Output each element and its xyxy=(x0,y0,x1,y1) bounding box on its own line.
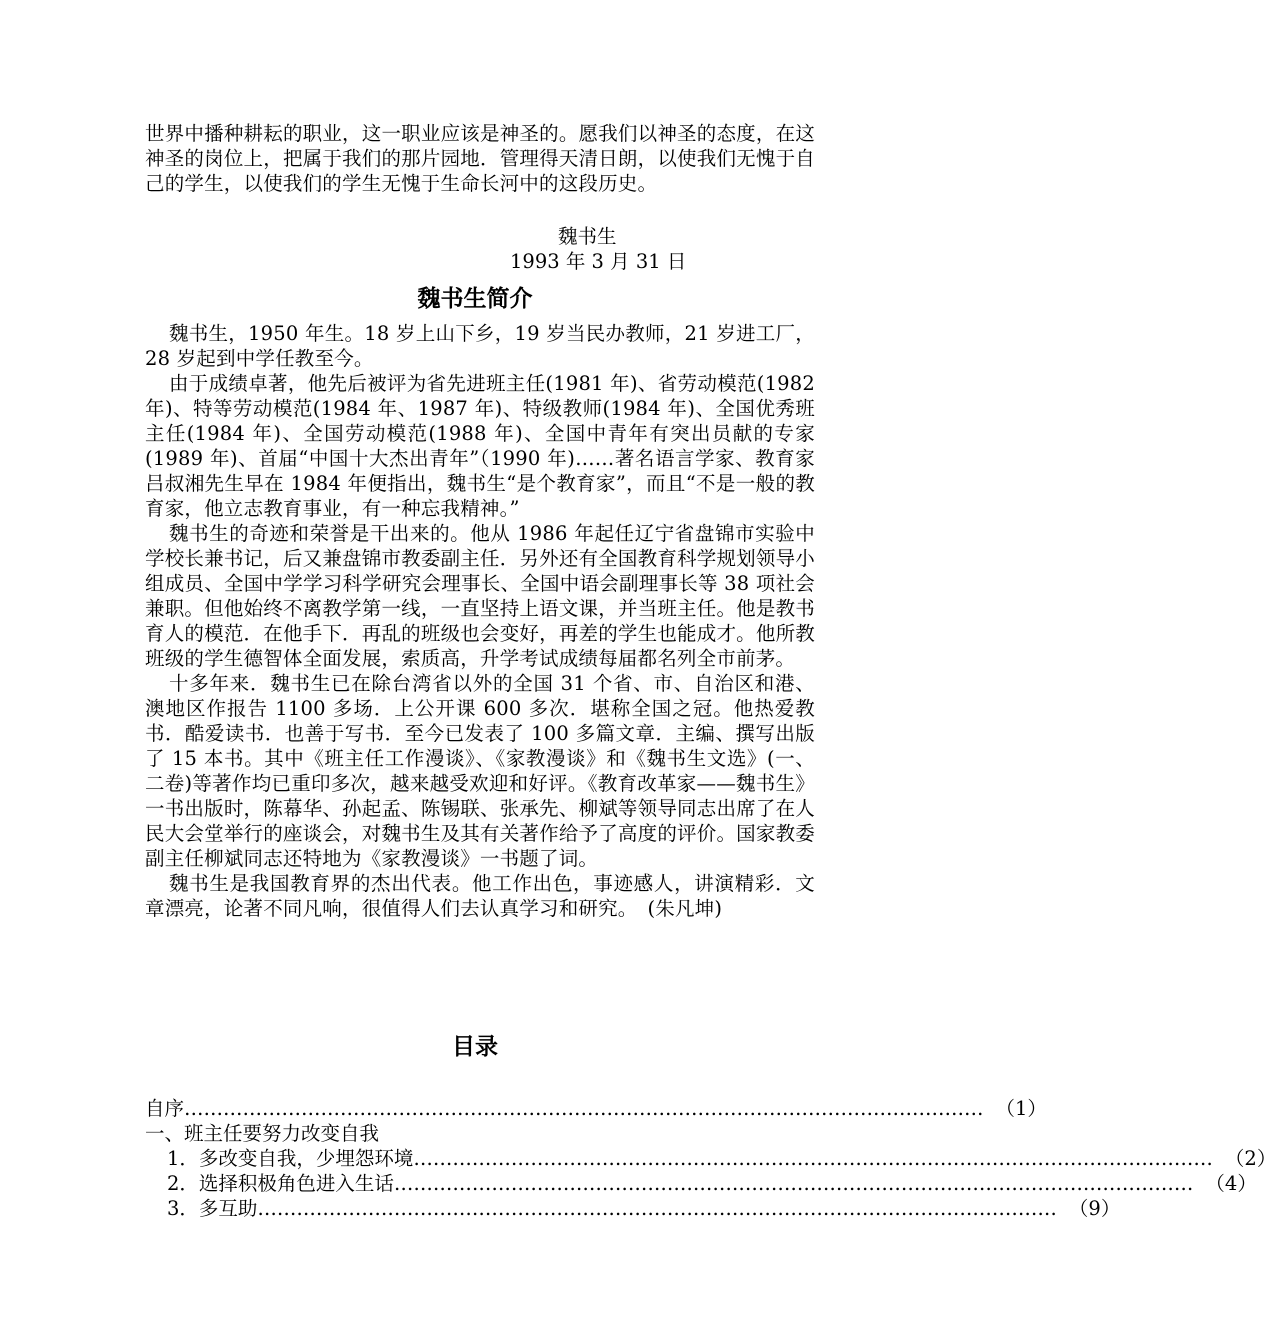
toc-entry-page: （9） xyxy=(1068,1197,1121,1220)
bio-title: 魏书生简介 xyxy=(417,286,533,312)
toc-entry-label: 自序 xyxy=(145,1097,185,1120)
toc-leader-dots: …………………………………………………………………………………………………………… xyxy=(393,1172,1194,1195)
bio-paragraph: 魏书生，1950 年生。18 岁上山下乡，19 岁当民办教师，21 岁进工厂，28 岁起到中学任教至今。 xyxy=(145,322,815,370)
toc-leader-dots: …………………………………………………………………………………………………………… xyxy=(413,1147,1213,1170)
toc-entry-label: 2．选择积极角色进入生话 xyxy=(167,1172,394,1195)
bio-paragraph: 十多年来．魏书生已在除台湾省以外的全国 31 个省、市、自治区和港、澳地区作报告 1100 多场．上公开课 600 多次．堪称全国之冠。他热爱教书．酷爱读书．也善于写书．至今已发表了 100 多篇文章．主编、撰写出版了 15 本书。其中《班主任工作漫谈》、《家教漫谈》和《魏书生文选》(一、二卷)等著作均已重印多次，越来越受欢迎和好评。《教育改革家——魏书生》一书出版时，陈幕华、孙起孟、陈锡联、张承先、柳斌等领导同志出席了在人民大会堂举行的座谈会，对魏书生及其有关著作给予了高度的评价。国家教委副主任柳斌同志还特地为《家教漫谈》一书题了词。 xyxy=(145,672,815,870)
preface-ending xyxy=(145,121,815,196)
toc-entry[interactable] xyxy=(145,1171,1257,1196)
bio-paragraph: 魏书生的奇迹和荣誉是干出来的。他从 1986 年起任辽宁省盘锦市实验中学校长兼书记，后又兼盘锦市教委副主任．另外还有全国教育科学规划领导小组成员、全国中学学习科学研究会理事长、全国中语会副理事长等 38 项社会兼职。但他始终不离教学第一线，一直坚持上语文课，并当班主任。他是教书育人的模范．在他手下．再乱的班级也会变好，再差的学生也能成才。他所教班级的学生德智体全面发展，索质高，升学考试成绩每届都名列全市前茅。 xyxy=(145,522,815,670)
preface-paragraph: 世界中播种耕耘的职业，这一职业应该是神圣的。愿我们以神圣的态度，在这神圣的岗位上，把属于我们的那片园地．管理得天清日朗，以使我们无愧于自己的学生，以使我们的学生无愧于生命长河中的这段历史。 xyxy=(145,122,815,195)
table-of-contents xyxy=(145,1096,1276,1221)
toc-entry[interactable] xyxy=(145,1146,1276,1171)
bio-body xyxy=(145,321,815,921)
bio-paragraph: 由于成绩卓著，他先后被评为省先进班主任(1981 年)、省劳动模范(1982 年)、特等劳动模范(1984 年、1987 年)、特级教师(1984 年)、全国优秀班主任(1984 年)、全国劳动模范(1988 年)、全国中青年有突出员献的专家(1989 年)、首届“中国十大杰出青年”（1990 年)……著名语言学家、教育家吕叔湘先生早在 1984 年便指出，魏书生“是个教育家”，而且“不是一般的教育家，他立志教育事业，有一种忘我精神。” xyxy=(145,372,815,520)
toc-section-label: 一、班主任要努力改变自我 xyxy=(145,1122,380,1145)
bio-paragraph: 魏书生是我国教育界的杰出代表。他工作出色，事迹感人，讲演精彩．文章漂亮，论著不同凡响，很值得人们去认真学习和研究。 (朱凡坤) xyxy=(145,872,815,920)
toc-leader-dots: …………………………………………………………………………………………………………… xyxy=(184,1097,984,1120)
toc-leader-dots: …………………………………………………………………………………………………………… xyxy=(257,1197,1057,1220)
toc-entry-page: （4） xyxy=(1205,1172,1257,1195)
toc-title: 目录 xyxy=(452,1034,498,1060)
toc-entry[interactable] xyxy=(145,1196,1121,1221)
signature-name: 魏书生 xyxy=(558,225,617,248)
toc-entry[interactable] xyxy=(145,1096,1047,1121)
toc-entry-page: （1） xyxy=(995,1097,1047,1120)
toc-section[interactable] xyxy=(145,1121,765,1146)
toc-entry-label: 3．多互助 xyxy=(167,1197,258,1220)
signature-date: 1993 年 3 月 31 日 xyxy=(510,250,687,273)
toc-entry-page: （2） xyxy=(1224,1147,1276,1170)
toc-entry-label: 1．多改变自我，少埋怨环境 xyxy=(167,1147,414,1170)
